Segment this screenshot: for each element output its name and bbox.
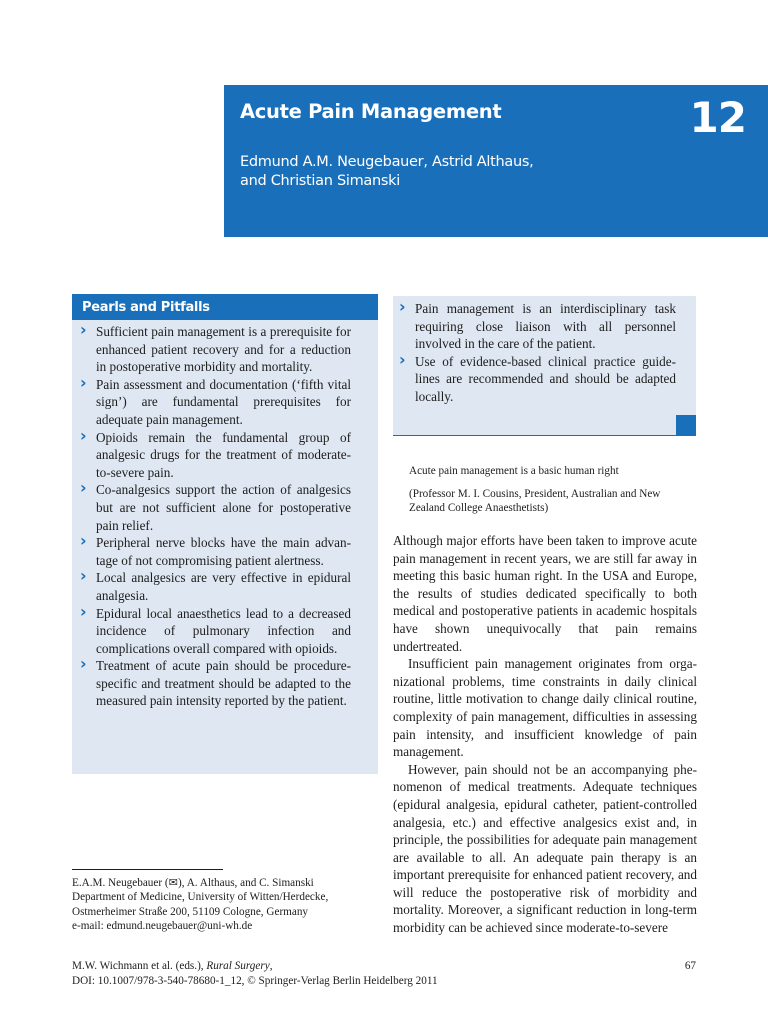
pearls-item: › Pain assessment and documentation (‘fifth vital sign’) are fundamental prerequisites for adequate pain management.: [96, 376, 351, 429]
pearls-item: › Local analgesics are very effective in epidural analgesia.: [96, 569, 351, 604]
pearls-item: › Epidural local anaesthetics lead to a decreased incidence of pulmonary infection and complications overall compared with opioids.: [96, 605, 351, 658]
footnote-email: e-mail: edmund.neugebauer@uni-wh.de: [72, 919, 253, 932]
citation-suffix: ,: [269, 960, 273, 972]
pearls-item: › Sufficient pain management is a prerequisite for enhanced patient recovery and for a reduction in postoperative morbidity and mortality.: [96, 323, 351, 376]
box-corner-marker: [676, 415, 696, 435]
authors: [240, 153, 660, 191]
pearls-item: › Co-analgesics support the action of analgesics but are not sufficient alone for postoperative pain relief.: [96, 481, 351, 534]
authors-line: and Christian Simanski: [240, 173, 400, 189]
pearls-list: [72, 320, 378, 710]
pearls-item: › Use of evidence-based clinical practice guidelines are recommended and should be adapted locally.: [415, 353, 676, 406]
pearls-and-pitfalls-box: [72, 294, 378, 774]
pearls-heading: Pearls and Pitfalls: [72, 296, 378, 320]
citation: [72, 959, 696, 974]
epigraph: [409, 464, 689, 524]
author-footnote: [72, 876, 392, 933]
pearls-continued-box: [393, 296, 696, 436]
pearls-continued-list: [393, 296, 696, 406]
body-paragraph: Although major efforts have been taken to improve acute pain management in recent years, we are still far away in meeting this basic human right. In the USA and Europe, the results of studies dedicated specifically to both medical and postoperative patients in academic hospitals have shown unequivocally that pain remains undertreated.: [393, 533, 697, 654]
authors-line: Edmund A.M. Neugebauer, Astrid Althaus,: [240, 154, 534, 170]
footnote-line: Ostmerheimer Straße 200, 51109 Cologne, Germany: [72, 905, 309, 918]
doi: DOI: 10.1007/978-3-540-78680-1_12, © Springer-Verlag Berlin Heidelberg 2011: [72, 974, 438, 987]
pearls-item: › Peripheral nerve blocks have the main advantage of not compromising patient alertness.: [96, 534, 351, 569]
footnote-line: Department of Medicine, University of Witten/Herdecke,: [72, 891, 329, 904]
chapter-number: 12: [689, 93, 746, 142]
chapter-header: [224, 85, 768, 237]
pearls-item: › Opioids remain the fundamental group of analgesic drugs for the treatment of moderate-to-severe pain.: [96, 429, 351, 482]
book-title: Rural Surgery: [206, 960, 270, 972]
body-paragraph: However, pain should not be an accompanying phenomenon of medical treatments. Adequate techniques (epidural analgesia, epidural catheter, patient-controlled analgesia, etc.) and effective analgesics exist and, in principle, the possibilities for adequate pain management are available to all. An adequate pain therapy is an important prerequisite for enhanced patient recovery, and will reduce the postoperative risk of morbidity and mortality. Moreover, a significant reduction in long-term morbidity can be achieved since moderate-to-severe: [393, 761, 697, 936]
citation-prefix: M.W. Wichmann et al. (eds.),: [72, 960, 207, 972]
page-footer: [72, 959, 696, 988]
body-paragraph: Insufficient pain management originates from organizational problems, time constraints in daily clinical routine, little motivation to change daily clinical routine, complexity of pain management, difficulties in assessing pain intensity, and insufficient knowledge of pain management.: [393, 656, 697, 760]
pearls-item: › Treatment of acute pain should be procedure-specific and treatment should be adapted to the measured pain intensity reported by the patient.: [96, 657, 351, 710]
chapter-title: Acute Pain Management: [240, 100, 502, 123]
page-number: 67: [684, 960, 696, 972]
pearls-item: › Pain management is an interdisciplinary task requiring close liaison with all personnel involved in the care of the patient.: [415, 300, 676, 353]
epigraph-attribution: (Professor M. I. Cousins, President, Australian and New Zealand College Anaesthetists): [409, 487, 661, 514]
body-text: [393, 532, 697, 937]
epigraph-quote: Acute pain management is a basic human right: [409, 465, 619, 477]
footnote-line: E.A.M. Neugebauer (✉), A. Althaus, and C. Simanski: [72, 877, 314, 889]
footnote-divider: [72, 869, 223, 870]
